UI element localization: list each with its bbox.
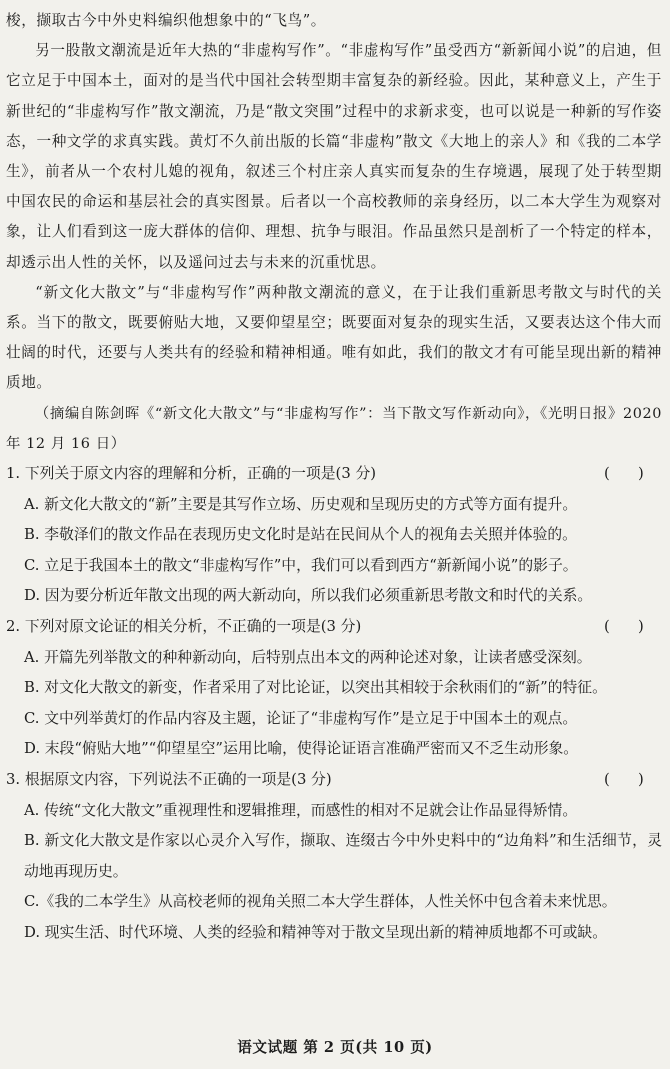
question-stem: 3. 根据原文内容，下列说法不正确的一项是(3 分): [6, 770, 332, 788]
question-1: [6, 459, 662, 612]
question-stem: 2. 下列对原文论证的相关分析，不正确的一项是(3 分): [6, 618, 362, 636]
passage-source: （摘编自陈剑晖《“新文化大散文”与“非虚构写作”：当下散文写作新动向》，《光明日报》2020 年 12 月 16 日）: [6, 405, 662, 452]
option-b: B. 新文化大散文是作家以心灵介入写作，撷取、连缀古今中外史料中的“边角料”和生活细节，灵动地再现历史。: [24, 832, 662, 880]
option-d: D. 末段“俯贴大地”“仰望星空”运用比喻，使得论证语言准确严密而又不乏生动形象。: [24, 740, 579, 758]
option-b: B. 对文化大散文的新变，作者采用了对比论证，以突出其相较于余秋雨们的“新”的特征。: [24, 679, 607, 697]
option-a: A. 开篇先列举散文的种种新动向，后特别点出本文的两种论述对象，让读者感受深刻。: [24, 648, 592, 666]
question-2: [6, 612, 662, 765]
option-c: C. 文中列举黄灯的作品内容及主题，论证了“非虚构写作”是立足于中国本土的观点。: [24, 709, 578, 727]
option-c: C.《我的二本学生》从高校老师的视角关照二本大学生群体，人性关怀中包含着未来忧思。: [24, 893, 617, 911]
answer-blank: ( ): [604, 465, 644, 483]
option-a: A. 新文化大散文的“新”主要是其写作立场、历史观和呈现历史的方式等方面有提升。: [24, 495, 578, 513]
question-3: [6, 765, 662, 949]
option-a: A. 传统“文化大散文”重视理性和逻辑推理，而感性的相对不足就会让作品显得矫情。: [24, 801, 578, 819]
answer-blank: ( ): [604, 618, 644, 636]
question-stem: 1. 下列关于原文内容的理解和分析，正确的一项是(3 分): [6, 465, 377, 483]
page-footer: 语文试题 第 2 页(共 10 页): [237, 1039, 433, 1056]
option-d: D. 因为要分析近年散文出现的两大新动向，所以我们必须重新思考散文和时代的关系。: [24, 587, 593, 605]
answer-blank: ( ): [604, 770, 644, 788]
passage-line-0: 梭，撷取古今中外史料编织他想象中的“飞鸟”。: [6, 12, 326, 29]
option-c: C. 立足于我国本土的散文“非虚构写作”中，我们可以看到西方“新新闻小说”的影子。: [24, 556, 578, 574]
option-d: D. 现实生活、时代环境、人类的经验和精神等对于散文呈现出新的精神质地都不可或缺。: [24, 923, 608, 941]
passage-paragraph-2: “新文化大散文”与“非虚构写作”两种散文潮流的意义，在于让我们重新思考散文与时代的关系。当下的散文，既要俯贴大地，又要仰望星空；既要面对复杂的现实生活，又要表达这个伟大而壮阔的时代，还要与人类共有的经验和精神相通。唯有如此，我们的散文才有可能呈现出新的精神质地。: [6, 283, 662, 392]
passage-paragraph-1: 另一股散文潮流是近年大热的“非虚构写作”。“非虚构写作”虽受西方“新新闻小说”的启迪，但它立足于中国本土，面对的是当代中国社会转型期丰富复杂的新经验。因此，某种意义上，产生于新世纪的“非虚构写作”散文潮流，乃是“散文突围”过程中的求新求变，也可以说是一种新的写作姿态，一种文学的求真实践。黄灯不久前出版的长篇“非虚构”散文《大地上的亲人》和《我的二本学生》，前者从一个农村儿媳的视角，叙述三个村庄亲人真实而复杂的生存境遇，展现了处于转型期中国农民的命运和基层社会的真实图景。后者以一个高校教师的亲身经历，以二本大学生为观察对象，让人们看到这一庞大群体的信仰、理想、抗争与眼泪。作品虽然只是剖析了一个特定的样本，却透示出人性的关怀，以及遥问过去与未来的沉重忧思。: [6, 42, 662, 271]
option-b: B. 李敬泽们的散文作品在表现历史文化时是站在民间从个人的视角去关照并体验的。: [24, 526, 577, 544]
